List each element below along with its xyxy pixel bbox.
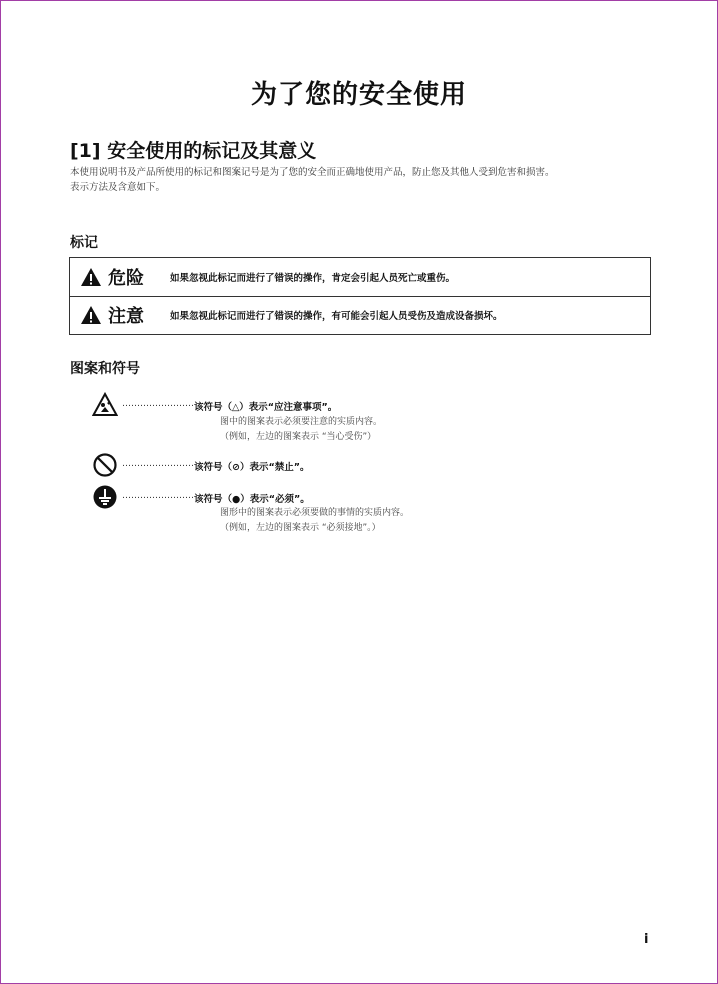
symbols-heading: 图案和符号	[70, 361, 140, 377]
marks-heading: 标记	[70, 235, 98, 251]
symbol-prohibition-text: 该符号（⊘）表示“禁止”。	[194, 462, 310, 473]
caution-triangle-icon	[92, 392, 118, 418]
caution-label-text: 注意	[108, 306, 144, 327]
symbol-caution-note-1: 图中的图案表示必须要注意的实质内容。	[220, 417, 383, 427]
danger-label-text: 危险	[108, 268, 144, 289]
symbol-leader: ……………………	[122, 459, 194, 469]
caution-description: 如果忽视此标记而进行了错误的操作，有可能会引起人员受伤及造成设备损坏。	[170, 311, 503, 322]
symbol-prohibition-row	[92, 452, 309, 478]
warning-triangle-icon	[80, 305, 102, 325]
symbol-mandatory-text: 该符号（●）表示“必须”。	[194, 494, 310, 505]
caution-label	[70, 302, 168, 328]
section-heading: [1] 安全使用的标记及其意义	[70, 140, 317, 162]
danger-row	[70, 258, 650, 297]
warning-triangle-icon	[80, 267, 102, 287]
danger-description: 如果忽视此标记而进行了错误的操作，肯定会引起人员死亡或重伤。	[170, 273, 456, 284]
symbol-leader: ……………………	[122, 399, 194, 409]
caution-row	[70, 296, 650, 334]
page-number: i	[644, 932, 649, 947]
symbol-mandatory-note-2: （例如，左边的图案表示 “必须接地”。）	[220, 523, 381, 533]
intro-line-1: 本使用说明书及产品所使用的标记和图案记号是为了您的安全而正确地使用产品，防止您及其他人受到危害和损害。	[70, 167, 555, 178]
symbol-caution-note-2: （例如，左边的图案表示 “当心受伤”）	[220, 432, 377, 442]
section-intro	[70, 165, 660, 195]
symbol-mandatory-note-1: 图形中的图案表示必须要做的事情的实质内容。	[220, 508, 410, 518]
warning-table	[69, 257, 651, 335]
symbol-leader: ……………………	[122, 491, 194, 501]
intro-line-2: 表示方法及含意如下。	[70, 182, 166, 193]
danger-label	[70, 264, 168, 290]
page-title: 为了您的安全使用	[250, 80, 467, 110]
mandatory-ground-icon	[92, 484, 118, 510]
prohibition-icon	[92, 452, 118, 478]
symbol-caution-text: 该符号（△）表示“应注意事项”。	[194, 402, 338, 413]
